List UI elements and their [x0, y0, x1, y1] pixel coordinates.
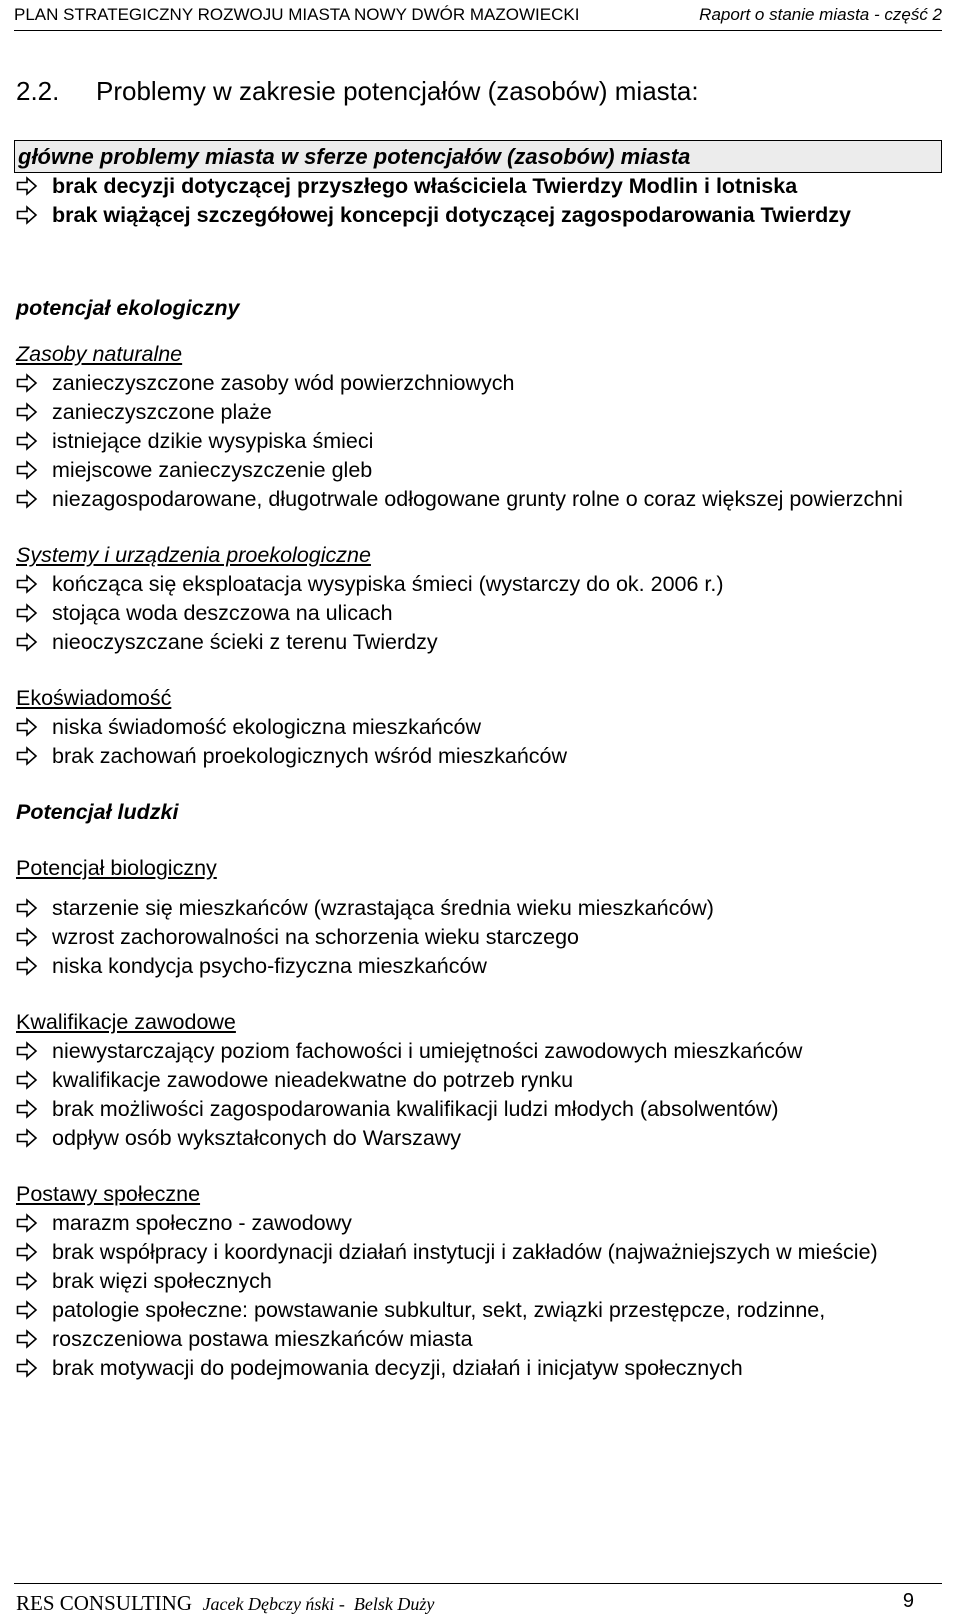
list-item-text: brak więzi społecznych [52, 1269, 272, 1293]
list-item [16, 570, 942, 599]
section-title [16, 74, 699, 108]
arrow-right-icon [16, 1069, 38, 1091]
list-item-text: roszczeniowa postawa mieszkańców miasta [52, 1327, 473, 1351]
list-item [16, 1095, 942, 1124]
eco-systems-list [16, 570, 942, 657]
list-item [16, 1066, 942, 1095]
document-body [16, 172, 942, 1383]
list-item [16, 369, 942, 398]
main-problems-heading: główne problemy miasta w sferze potencjałów (zasobów) miasta [14, 140, 942, 173]
arrow-right-icon [16, 1040, 38, 1062]
arrow-right-icon [16, 488, 38, 510]
arrow-right-icon [16, 1270, 38, 1292]
arrow-right-icon [16, 1328, 38, 1350]
arrow-right-icon [16, 1357, 38, 1379]
social-attitudes-list [16, 1209, 942, 1383]
list-item [16, 1238, 942, 1267]
list-item-text: patologie społeczne: powstawanie subkultur, sekt, związki przestępcze, rodzinne, [52, 1298, 826, 1322]
list-item [16, 894, 942, 923]
list-item [16, 1267, 942, 1296]
list-item-text: wzrost zachorowalności na schorzenia wieku starczego [52, 925, 579, 949]
list-item-text: kwalifikacje zawodowe nieadekwatne do potrzeb rynku [52, 1068, 574, 1092]
natural-resources-list [16, 369, 942, 514]
arrow-right-icon [16, 716, 38, 738]
list-item [16, 201, 942, 230]
biological-potential-list [16, 894, 942, 981]
list-item [16, 1325, 942, 1354]
arrow-right-icon [16, 175, 38, 197]
list-item-text: miejscowe zanieczyszczenie gleb [52, 458, 373, 482]
biological-potential-title: Potencjał biologiczny [16, 856, 217, 880]
eco-systems-title: Systemy i urządzenia proekologiczne [16, 543, 371, 567]
list-item-text: niewystarczający poziom fachowości i umiejętności zawodowych mieszkańców [52, 1039, 803, 1063]
eco-awareness-title: Ekoświadomość [16, 686, 172, 710]
list-item [16, 485, 942, 514]
arrow-right-icon [16, 897, 38, 919]
main-problems-list [16, 172, 942, 230]
natural-resources-title: Zasoby naturalne [16, 342, 183, 366]
arrow-right-icon [16, 602, 38, 624]
list-item [16, 398, 942, 427]
list-item-text: niska kondycja psycho-fizyczna mieszkańców [52, 954, 487, 978]
list-item [16, 1354, 942, 1383]
list-item-text: nieoczyszczane ścieki z terenu Twierdzy [52, 630, 438, 654]
footer-authors: Jacek Dębczy ński - Belsk Duży [202, 1594, 435, 1614]
list-item-text: brak współpracy i koordynacji działań instytucji i zakładów (najważniejszych w mieście) [52, 1240, 878, 1264]
arrow-right-icon [16, 955, 38, 977]
list-item-text: istniejące dzikie wysypiska śmieci [52, 429, 374, 453]
page-footer [16, 1588, 434, 1619]
page-header [14, 0, 942, 31]
list-item-text: zanieczyszczone plaże [52, 400, 272, 424]
footer-divider [14, 1583, 942, 1584]
list-item-text: niezagospodarowane, długotrwale odłogowane grunty rolne o coraz większej powierzchni [52, 487, 903, 511]
list-item [16, 456, 942, 485]
arrow-right-icon [16, 1127, 38, 1149]
qualifications-title: Kwalifikacje zawodowe [16, 1010, 236, 1034]
list-item-text: brak wiążącej szczegółowej koncepcji dotyczącej zagospodarowania Twierdzy [52, 203, 851, 227]
arrow-right-icon [16, 401, 38, 423]
arrow-right-icon [16, 204, 38, 226]
list-item-text: stojąca woda deszczowa na ulicach [52, 601, 393, 625]
list-item [16, 923, 942, 952]
social-attitudes-title: Postawy społeczne [16, 1182, 201, 1206]
list-item [16, 1124, 942, 1153]
arrow-right-icon [16, 1241, 38, 1263]
list-item [16, 427, 942, 456]
list-item-text: odpływ osób wykształconych do Warszawy [52, 1126, 462, 1150]
list-item-text: zanieczyszczone zasoby wód powierzchniowych [52, 371, 515, 395]
list-item [16, 172, 942, 201]
list-item [16, 599, 942, 628]
list-item-text: brak motywacji do podejmowania decyzji, działań i inicjatyw społecznych [52, 1356, 743, 1380]
list-item [16, 952, 942, 981]
list-item [16, 1037, 942, 1066]
list-item-text: starzenie się mieszkańców (wzrastająca średnia wieku mieszkańców) [52, 896, 714, 920]
human-potential-heading: Potencjał ludzki [16, 800, 179, 824]
arrow-right-icon [16, 459, 38, 481]
section-title-text: Problemy w zakresie potencjałów (zasobów) miasta: [96, 76, 699, 106]
list-item-text: brak możliwości zagospodarowania kwalifikacji ludzi młodych (absolwentów) [52, 1097, 779, 1121]
arrow-right-icon [16, 1212, 38, 1234]
list-item [16, 713, 942, 742]
list-item [16, 1209, 942, 1238]
page-number: 9 [902, 1590, 914, 1612]
header-report-part: Raport o stanie miasta - część 2 [699, 5, 942, 24]
eco-heading: potencjał ekologiczny [16, 296, 240, 320]
list-item [16, 742, 942, 771]
qualifications-list [16, 1037, 942, 1153]
arrow-right-icon [16, 430, 38, 452]
arrow-right-icon [16, 1098, 38, 1120]
list-item-text: marazm społeczno - zawodowy [52, 1211, 352, 1235]
footer-company: RES CONSULTING [16, 1591, 192, 1615]
arrow-right-icon [16, 573, 38, 595]
list-item-text: brak decyzji dotyczącej przyszłego właściciela Twierdzy Modlin i lotniska [52, 174, 798, 198]
list-item-text: niska świadomość ekologiczna mieszkańców [52, 715, 481, 739]
eco-awareness-list [16, 713, 942, 771]
arrow-right-icon [16, 631, 38, 653]
arrow-right-icon [16, 372, 38, 394]
list-item [16, 628, 942, 657]
arrow-right-icon [16, 745, 38, 767]
section-number: 2.2. [16, 76, 60, 106]
list-item [16, 1296, 942, 1325]
list-item-text: kończąca się eksploatacja wysypiska śmieci (wystarczy do ok. 2006 r.) [52, 572, 724, 596]
arrow-right-icon [16, 926, 38, 948]
list-item-text: brak zachowań proekologicznych wśród mieszkańców [52, 744, 568, 768]
header-document-title: PLAN STRATEGICZNY ROZWOJU MIASTA NOWY DWÓR MAZOWIECKI [14, 5, 580, 24]
arrow-right-icon [16, 1299, 38, 1321]
